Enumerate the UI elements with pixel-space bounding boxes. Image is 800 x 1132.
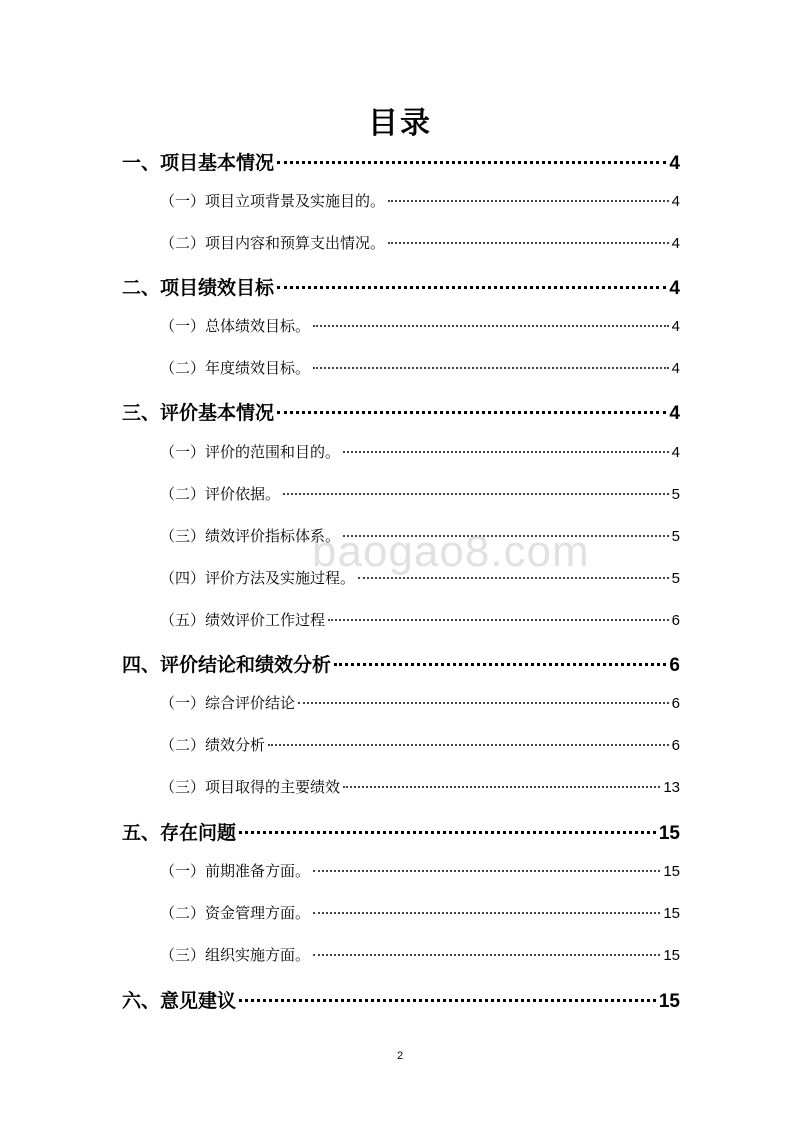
toc-entry-label: （一）项目立项背景及实施目的。 — [160, 192, 386, 210]
dot-leader — [388, 200, 669, 202]
toc-entry-page: 15 — [663, 947, 680, 964]
toc-entry-label: 四、评价结论和绩效分析 — [122, 654, 332, 676]
toc-entry-label: （三）项目取得的主要绩效 — [160, 778, 341, 796]
toc-entry-label: （三）组织实施方面。 — [160, 946, 311, 964]
dot-leader — [277, 286, 666, 289]
toc-entry-page: 15 — [663, 863, 680, 880]
toc-entry-page: 6 — [669, 655, 680, 676]
toc-entry-label: 五、存在问题 — [122, 822, 237, 844]
dot-leader — [298, 702, 669, 704]
toc-entry-label: （四）评价方法及实施过程。 — [160, 569, 356, 587]
toc-entry[interactable] — [160, 441, 680, 463]
toc-entry-label: （一）综合评价结论 — [160, 694, 296, 712]
toc-entry[interactable] — [160, 609, 680, 631]
toc-entry-page: 4 — [669, 403, 680, 424]
dot-leader — [343, 786, 660, 788]
toc-entry[interactable] — [160, 776, 680, 798]
dot-leader — [313, 954, 660, 956]
toc-entry[interactable] — [160, 357, 680, 379]
dot-leader — [268, 744, 669, 746]
toc-entry-label: （三）绩效评价指标体系。 — [160, 527, 341, 545]
toc-entry-page: 15 — [658, 823, 680, 844]
toc-entry[interactable] — [160, 232, 680, 254]
toc-entry[interactable] — [122, 986, 680, 1012]
toc-entry-page: 13 — [663, 779, 680, 796]
dot-leader — [239, 831, 656, 834]
toc-entry-page: 15 — [658, 991, 680, 1012]
toc-entry-page: 4 — [671, 193, 680, 210]
toc-entry[interactable] — [160, 734, 680, 756]
toc-entry-page: 4 — [671, 318, 680, 335]
page-number: 2 — [396, 1050, 404, 1062]
toc-entry-label: 二、项目绩效目标 — [122, 277, 275, 299]
toc-entry-page: 5 — [671, 570, 680, 587]
toc-entry-page: 5 — [671, 486, 680, 503]
toc-entry[interactable] — [122, 273, 680, 299]
page-title: 目录 — [368, 106, 432, 141]
toc-entry-label: 三、评价基本情况 — [122, 402, 275, 424]
toc-entry-label: 一、项目基本情况 — [122, 152, 275, 174]
toc-entry[interactable] — [122, 818, 680, 844]
dot-leader — [277, 161, 666, 164]
toc-entry[interactable] — [122, 148, 680, 174]
toc-entry-page: 6 — [671, 612, 680, 629]
dot-leader — [343, 451, 669, 453]
dot-leader — [313, 325, 669, 327]
toc-entry-label: 六、意见建议 — [122, 990, 237, 1012]
dot-leader — [239, 999, 656, 1002]
toc-entry-page: 4 — [671, 360, 680, 377]
toc-entry-page: 4 — [669, 278, 680, 299]
toc-entry[interactable] — [160, 944, 680, 966]
toc-entry[interactable] — [122, 398, 680, 424]
toc-entry[interactable] — [160, 567, 680, 589]
toc-entry-page: 4 — [671, 235, 680, 252]
dot-leader — [343, 535, 669, 537]
toc-entry[interactable] — [122, 650, 680, 676]
toc-entry-label: （二）项目内容和预算支出情况。 — [160, 234, 386, 252]
toc-entry-page: 15 — [663, 905, 680, 922]
toc-entry-label: （二）绩效分析 — [160, 736, 266, 754]
toc-entry-label: （一）总体绩效目标。 — [160, 317, 311, 335]
dot-leader — [313, 367, 669, 369]
toc-entry-label: （五）绩效评价工作过程 — [160, 611, 326, 629]
toc-entry-label: （二）评价依据。 — [160, 485, 281, 503]
toc-entry[interactable] — [160, 692, 680, 714]
toc-entry[interactable] — [160, 190, 680, 212]
toc-entry-page: 6 — [671, 737, 680, 754]
toc-entry[interactable] — [160, 902, 680, 924]
dot-leader — [358, 577, 669, 579]
toc-entry[interactable] — [160, 315, 680, 337]
toc-entry-label: （一）前期准备方面。 — [160, 862, 311, 880]
toc-entry-label: （二）年度绩效目标。 — [160, 359, 311, 377]
toc-entry-page: 6 — [671, 695, 680, 712]
watermark: baogao8.com — [312, 527, 590, 576]
toc-entry[interactable] — [160, 860, 680, 882]
dot-leader — [334, 663, 666, 666]
toc-entry[interactable] — [160, 525, 680, 547]
dot-leader — [388, 242, 669, 244]
dot-leader — [328, 619, 669, 621]
dot-leader — [277, 411, 666, 414]
toc-entry[interactable] — [160, 483, 680, 505]
toc-entry-label: （二）资金管理方面。 — [160, 904, 311, 922]
toc-entry-label: （一）评价的范围和目的。 — [160, 443, 341, 461]
toc-entry-page: 4 — [669, 153, 680, 174]
toc-entry-page: 5 — [671, 528, 680, 545]
dot-leader — [283, 493, 669, 495]
toc-entry-page: 4 — [671, 444, 680, 461]
dot-leader — [313, 870, 660, 872]
dot-leader — [313, 912, 660, 914]
